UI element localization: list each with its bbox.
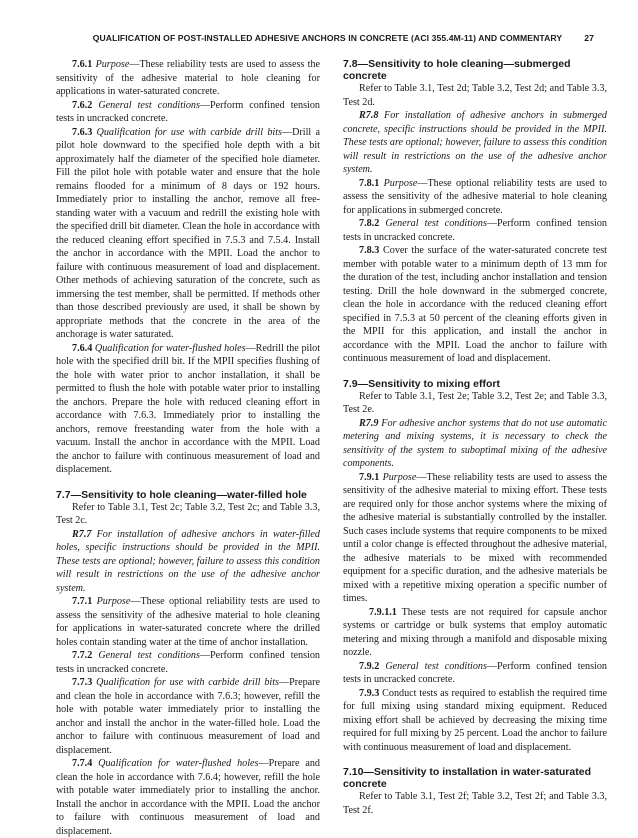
section-7-9-1-1: 7.9.1.1 These tests are not required for capsule anchor systems or cartridge or bulk systems that employ automatic metering and mixing through a manifold and disposable mixing nozzle. [343, 606, 607, 658]
heading-7-9: 7.9—Sensitivity to mixing effort [343, 377, 500, 390]
section-7-6-1: 7.6.1 Purpose—These reliability tests are used to assess the sensitivity of the adhesive material to hole cleaning for applications in water-saturated concrete. [56, 59, 321, 97]
right-column [343, 58, 607, 817]
header-title: QUALIFICATION OF POST-INSTALLED ADHESIVE ANCHORS IN CONCRETE (ACI 355.4M-11) AND COMMENTARY [92, 33, 563, 43]
commentary-R7-7: R7.7 For installation of adhesive anchors in water-filled holes, specific instructions should be provided in the MPII. These tests are optional; however, failure to assess this condition will result in restrictions on the use of the adhesive anchor system. [56, 528, 320, 594]
section-7-7-4: 7.7.4 Qualification for water-flushed holes—Prepare and clean the hole in accordance with 7.6.4; however, refill the hole with potable water immediately prior to installing the anchor. Install the anchor in accordance with the MPII. Load the anchor to failure with continuous measurement of load and displacement. [56, 758, 320, 837]
reference-7-7: Refer to Table 3.1, Test 2c; Table 3.2, Test 2c; and Table 3.3, Test 2c. [56, 501, 320, 526]
heading-7-7: 7.7—Sensitivity to hole cleaning—water-filled hole [56, 488, 307, 501]
section-7-8-2: 7.8.2 General test conditions—Perform confined tension tests in uncracked concrete. [343, 218, 607, 243]
commentary-R7-9: R7.9 For adhesive anchor systems that do not use automatic metering and mixing systems, it is necessary to check the sensitivity of the system to suboptimal mixing of the adhesive components. [343, 417, 607, 469]
heading-7-10: 7.10—Sensitivity to installation in water-saturated concrete [343, 766, 591, 790]
reference-7-10: Refer to Table 3.1, Test 2f; Table 3.2, Test 2f; and Table 3.3, Test 2f. [343, 791, 607, 816]
section-7-6-4: 7.6.4 Qualification for water-flushed holes—Redrill the pilot hole with the specified drill bit. If the MPII specifies flushing of the hole with water prior to anchor installation, it shall be permitted to flush the hole with potable water prior to installing the anchors. Prepare the hole with reduced cleaning effort in accordance with 7.6.3. Immediately prior to installing the anchors, remove freestanding water from the hole with a vacuum. Install the anchor in accordance with the MPII. Load the anchor to failure with continuous measurement of load and displacement. [56, 342, 321, 475]
section-7-9-3: 7.9.3 Conduct tests as required to establish the required time for full mixing using standard mixing equipment. Reduced mixing effort shall be achieved by decreasing the mixing time required for full mixing by 25 percent. Load the anchor to failure with continuous measurement of load and displacement. [343, 687, 607, 753]
heading-7-8: 7.8—Sensitivity to hole cleaning—submerged concrete [343, 58, 571, 82]
left-column [56, 58, 320, 838]
section-7-8-3: 7.8.3 Cover the surface of the water-saturated concrete test member with potable water to a minimum depth of 13 mm for the duration of the test, including anchor installation and tension testing. Drill the hole downward in the submerged concrete, clean the hole in accordance with the reduced cleaning effort specified in 7.5.3 at 50 percent of the cleaning efforts given in the MPII for this application, and install the anchor in accordance with the MPII. Load the anchor to failure with continuous measurement of load and displacement. [343, 245, 607, 364]
reference-7-9: Refer to Table 3.1, Test 2e; Table 3.2, Test 2e; and Table 3.3, Test 2e. [343, 390, 607, 415]
section-7-6-3: 7.6.3 Qualification for use with carbide drill bits—Drill a pilot hole downward to the specified hole depth with a bit approximately half the diameter of the specified hole diameter. Fill the pilot hole with potable water and ensure that the hole remains flooded for a minimum of 8 days or 192 hours. Immediately prior to installing the anchor, remove all free-standing water with a vacuum and redrill the existing hole with the specified drill bit diameter. Clean the hole in accordance with the reduced cleaning effort specified in 7.5.3 and 7.5.4. Install the anchor in accordance with the MPII. Load the anchor to failure with continuous measurement of load and displacement. Other methods of achieving saturation of the concrete, such as immersing the test member, shall be permitted. If methods other than those described previously are used, it shall be shown by appropriate methods that the concrete in the area of the anchorage is water saturated. [56, 126, 320, 340]
section-7-7-1: 7.7.1 Purpose—These optional reliability tests are used to assess the sensitivity of the adhesive material to hole cleaning for applications in water-saturated concrete where the drilled holes contain standing water at the time of anchor installation. [56, 596, 320, 648]
section-7-9-2: 7.9.2 General test conditions—Perform confined tension tests in uncracked concrete. [343, 660, 607, 685]
page-number: 27 [584, 33, 594, 43]
section-7-6-2: 7.6.2 General test conditions—Perform confined tension tests in uncracked concrete. [56, 99, 320, 124]
section-7-7-3: 7.7.3 Qualification for use with carbide drill bits—Prepare and clean the hole in accordance with 7.6.3; however, refill the hole with potable water immediately prior to installing the anchor and install the anchor in the water-filled hole. Load the anchor to failure with continuous measurement of load and displacement. [56, 677, 320, 756]
section-7-7-2: 7.7.2 General test conditions—Perform confined tension tests in uncracked concrete. [56, 650, 320, 675]
commentary-R7-8: R7.8 For installation of adhesive anchors in submerged concrete, specific instructions should be provided in the MPII. These tests are optional; however, failure to assess this condition will result in restrictions on the use of the adhesive anchor system. [343, 110, 607, 175]
reference-7-8: Refer to Table 3.1, Test 2d; Table 3.2, Test 2d; and Table 3.3, Test 2d. [343, 83, 607, 108]
section-7-8-1: 7.8.1 Purpose—These optional reliability tests are used to assess the sensitivity of the adhesive material to hole cleaning for applications in submerged concrete. [343, 177, 607, 216]
running-header [0, 33, 594, 43]
section-7-9-1: 7.9.1 Purpose—These reliability tests are used to assess the sensitivity of the adhesive material to mixing effort. These tests are required only for those anchor systems where the mixing of the adhesive material is substantially controlled by the installer. Such cases include systems that require components to be mixed until a color change is effected throughout the adhesive material, the adhesive materials to be mixed with recommended equipment for a specific duration, and the adhesive materials be mixed with a repetitive mixing operation a specific number of times. [343, 471, 608, 604]
